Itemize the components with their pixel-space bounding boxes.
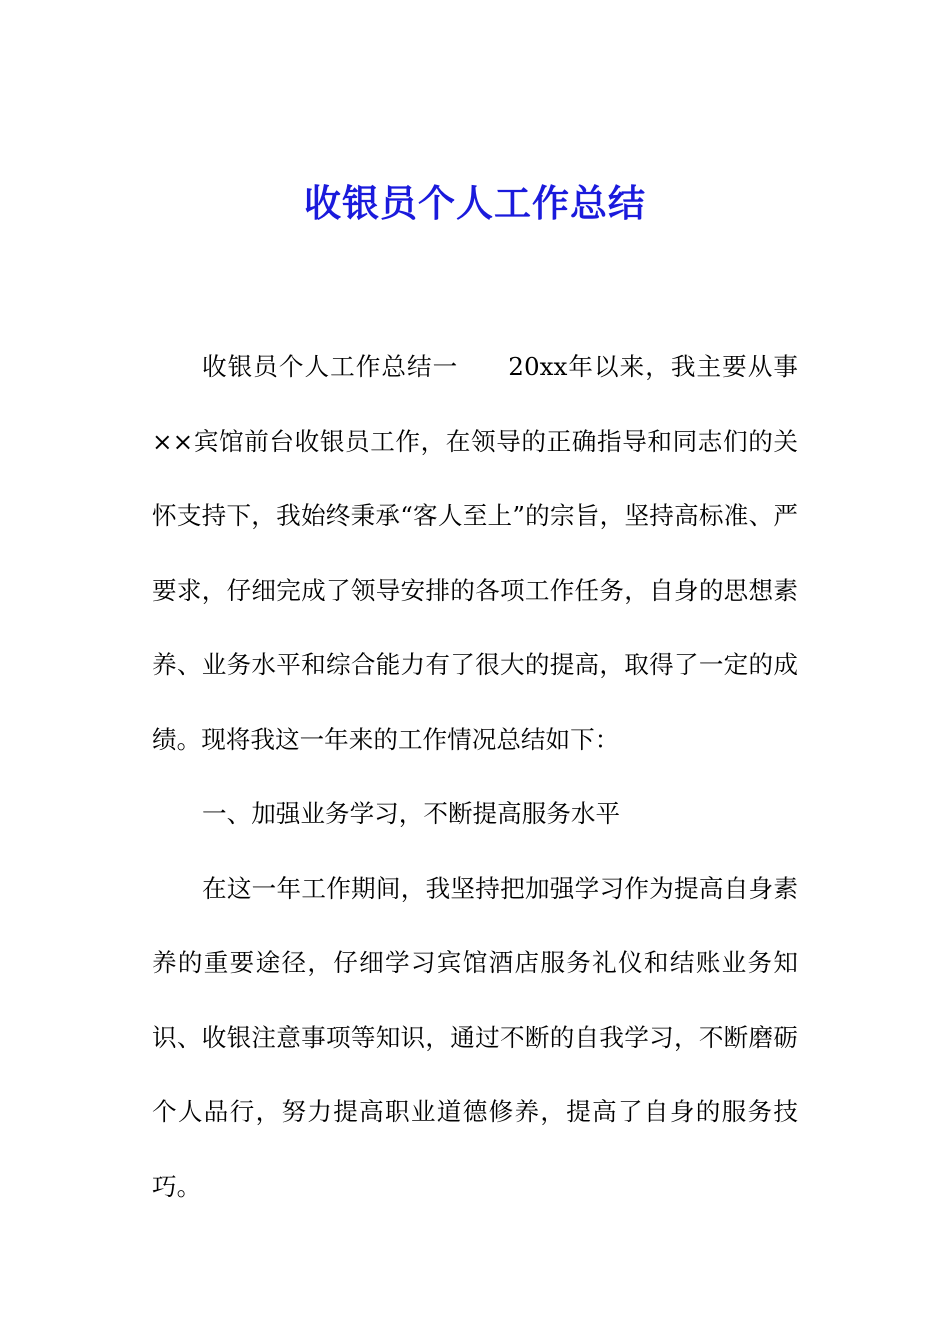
section-1-heading: 一、加强业务学习，不断提高服务水平 xyxy=(202,799,621,828)
intro-heading: 收银员个人工作总结一 xyxy=(202,352,459,381)
paragraph-2: 在这一年工作期间，我坚持把加强学习作为提高自身素养的重要途径，仔细学习宾馆酒店服务礼仪和结账业务知识、收银注意事项等知识，通过不断的自我学习，不断磨砺个人品行，努力提高职业道德修养，提高了自身的服务技巧。 xyxy=(152,873,798,1201)
paragraph-intro xyxy=(152,330,798,777)
document-body xyxy=(152,330,798,1224)
paragraph-1-text: 20xx年以来，我主要从事××宾馆前台收银员工作，在领导的正确指导和同志们的关怀支持下，我始终秉承“客人至上”的宗旨，坚持高标准、严要求，仔细完成了领导安排的各项工作任务，自身的思想素养、业务水平和综合能力有了很大的提高，取得了一定的成绩。现将我这一年来的工作情况总结如下： xyxy=(152,352,798,754)
document-title: 收银员个人工作总结 xyxy=(304,181,646,225)
